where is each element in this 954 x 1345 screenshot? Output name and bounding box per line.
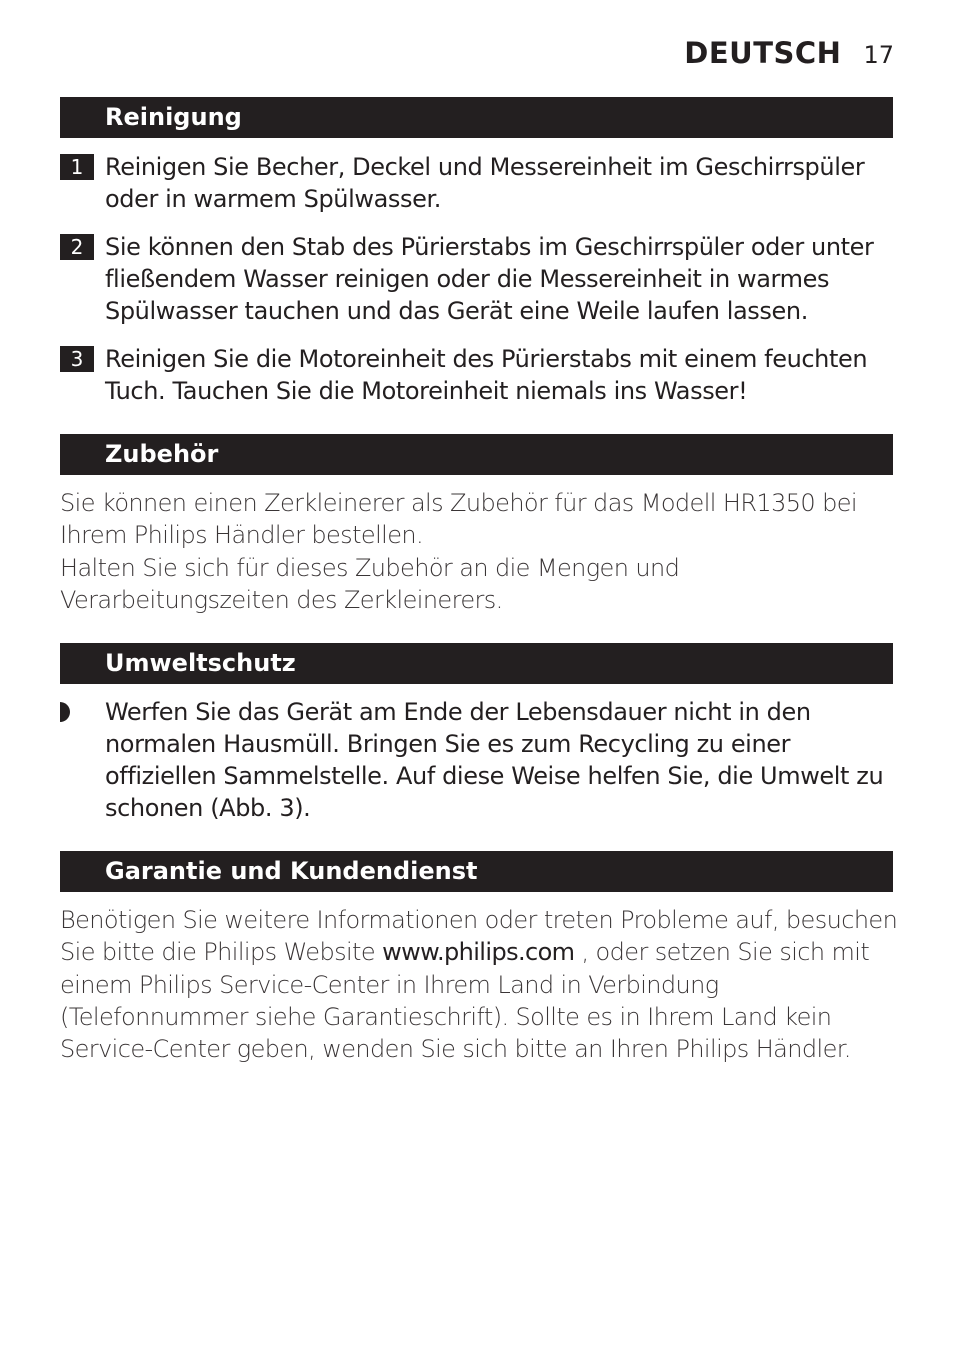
page-number: 17	[863, 41, 894, 69]
accessories-text-2: Halten Sie sich für dieses Zubehör an die Mengen und Verarbeitungszeiten des Zerkleinerers.	[60, 553, 680, 614]
half-circle-bullet-icon	[60, 696, 105, 728]
environment-bullet	[60, 696, 900, 824]
step-text: Reinigen Sie die Motoreinheit des Pürierstabs mit einem feuchten Tuch. Tauchen Sie die Motoreinheit niemals ins Wasser!	[105, 345, 868, 405]
section-heading-cleaning: Reinigung	[60, 97, 893, 138]
environment-text: Werfen Sie das Gerät am Ende der Lebensdauer nicht in den normalen Hausmüll. Bringen Sie es zum Recycling zu einer offiziellen Sammelstelle. Auf diese Weise helfen Sie, die Umwelt zu schonen (Abb. 3).	[105, 698, 884, 822]
guarantee-text-start: Benötigen Sie weitere Informationen oder treten Probleme auf, besuchen Sie bitte die Philips Website	[60, 906, 898, 967]
language-label: DEUTSCH	[684, 36, 842, 70]
accessories-text-1: Sie können einen Zerkleinerer als Zubehör für das Modell HR1350 bei Ihrem Philips Händler bestellen.	[60, 489, 857, 550]
page-header	[684, 36, 894, 70]
philips-website-link[interactable]: www.philips.com	[382, 938, 575, 967]
cleaning-step-2	[60, 231, 900, 327]
step-number-badge: 1	[60, 154, 94, 180]
cleaning-step-1	[60, 151, 900, 215]
section-heading-environment: Umweltschutz	[60, 643, 893, 684]
guarantee-text-end: , oder setzen Sie sich mit einem Philips Service-Center in Ihrem Land in Verbindung (Telefonnummer siehe Garantieschrift). Sollte es in Ihrem Land kein Service-Center geben, wenden Sie sich bitte an Ihren Philips Händler.	[60, 938, 870, 1064]
guarantee-paragraph	[60, 904, 900, 1065]
step-number-badge: 2	[60, 234, 94, 260]
accessories-paragraph	[60, 487, 900, 616]
section-heading-guarantee: Garantie und Kundendienst	[60, 851, 893, 892]
step-text: Reinigen Sie Becher, Deckel und Messereinheit im Geschirrspüler oder in warmem Spülwasser.	[105, 153, 865, 213]
cleaning-step-3	[60, 343, 900, 407]
step-number-badge: 3	[60, 346, 94, 372]
section-heading-accessories: Zubehör	[60, 434, 893, 475]
step-text: Sie können den Stab des Pürierstabs im Geschirrspüler oder unter fließendem Wasser reinigen oder die Messereinheit in warmes Spülwasser tauchen und das Gerät eine Weile laufen lassen.	[105, 233, 874, 325]
